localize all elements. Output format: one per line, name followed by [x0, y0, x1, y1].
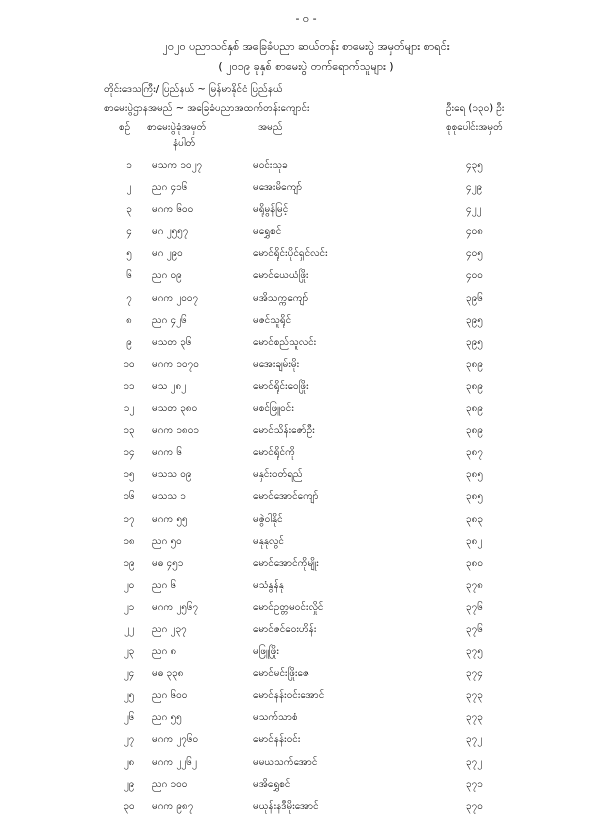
exam-number: မဂက ၉၈၇	[152, 800, 194, 812]
row-number: ၂၄	[123, 668, 135, 680]
table-row	[0, 777, 612, 799]
exam-number: မသတ ၃၆	[152, 336, 192, 348]
student-name: မအေးမိကျော်	[253, 182, 303, 194]
exam-number: ညဂ ၅၀	[152, 535, 182, 547]
column-header-no: စဉ်	[119, 122, 131, 133]
total-marks: ၃၇၈	[466, 579, 483, 591]
row-number: ၁၅	[123, 469, 135, 481]
total-marks: ၃၇၁	[466, 778, 483, 790]
student-name: မနုနုလွင်	[253, 535, 284, 547]
row-number: ၅	[126, 248, 132, 260]
total-marks: ၃၇၃	[466, 712, 483, 724]
student-name: မရိုမွန်မြင့်	[253, 204, 289, 216]
table-row	[0, 401, 612, 423]
total-marks: ၃၉၅	[466, 314, 483, 326]
results-table	[0, 158, 612, 821]
row-number: ၁၁	[123, 380, 135, 392]
column-header-exam-no-line2: နံပါတ်	[173, 138, 196, 149]
total-marks: ၄၀၅	[466, 248, 483, 260]
row-number: ၇	[126, 292, 132, 304]
student-name: မသံနွန်နု	[253, 579, 284, 591]
student-name: မောင်ရိုင်းပိုင်ရှင်လင်း	[253, 248, 328, 260]
student-name: မအေးချမ်းမိုး	[253, 358, 300, 370]
exam-number: ညဂ ၆	[152, 579, 177, 591]
student-name: မယုန်းနဒီမိုးအောင်	[253, 800, 319, 812]
row-number: ၁၈	[123, 535, 135, 547]
row-number: ၄	[126, 226, 132, 238]
total-marks: ၄၂၉	[466, 182, 483, 194]
column-header-marks: စုစုပေါင်းအမှတ်	[446, 122, 503, 133]
exam-number: မဂ ၂၅၅၇	[152, 226, 189, 238]
student-name: မောင်အောင်ကျော်	[253, 491, 319, 503]
table-row	[0, 534, 612, 556]
student-name: မအိသက္ကကျော်	[253, 292, 309, 304]
row-number: ၂၁	[123, 601, 135, 613]
row-number: ၂၈	[123, 756, 135, 768]
student-name: မအိရွှေစင်	[253, 778, 291, 790]
table-row	[0, 180, 612, 202]
row-number: ၂၃	[123, 646, 135, 658]
table-row	[0, 313, 612, 335]
row-number: ၂၅	[123, 690, 135, 702]
exam-number: မဂက ၂၂၆၂	[152, 756, 197, 768]
column-header-exam-no: စာမေးပွဲခုံအမှတ်	[147, 122, 207, 133]
table-row	[0, 512, 612, 534]
table-row	[0, 423, 612, 445]
student-name: မောင်သိန်းဇော်ဦး	[253, 425, 315, 437]
table-row	[0, 755, 612, 777]
exam-number: မသတ ၃၈၀	[152, 403, 198, 415]
total-marks: ၃၇၀	[466, 800, 483, 812]
row-number: ၉	[126, 336, 132, 348]
total-marks: ၃၇၆	[466, 623, 483, 635]
table-row	[0, 600, 612, 622]
total-marks: ၃၈၇	[466, 447, 483, 459]
exam-number: မဂ ၂၉၀	[152, 248, 183, 260]
student-name: မောင်နန်းဝင်း	[253, 734, 301, 746]
exam-number: မဂက ၆၀၀	[152, 204, 194, 216]
exam-number: မသသ ၀၉	[152, 469, 192, 481]
student-name: မဇင်သူရိုင်	[253, 314, 292, 326]
row-number: ၁၉	[123, 557, 135, 569]
student-name: မသက်သာစံ	[253, 712, 298, 724]
table-row	[0, 666, 612, 688]
table-row	[0, 246, 612, 268]
total-count: ဦးရေ (၁၃၀) ဦး	[446, 103, 505, 114]
exam-number: မသက ၁၀၂၇	[152, 160, 203, 171]
row-number: ၂၀	[123, 579, 135, 591]
table-row	[0, 268, 612, 290]
exam-number: ညဂ ၂၃၇	[152, 623, 187, 635]
student-name: မောင်အောင်ကိုမျိုး	[253, 557, 319, 569]
table-row	[0, 578, 612, 600]
total-marks: ၃၈၉	[466, 358, 483, 370]
student-name: မဇွဲဝါနိုင်	[253, 513, 283, 525]
exam-number: မဂက ၂၅၆၇	[152, 601, 199, 613]
exam-number: မဂက ၁၈၀၁	[152, 425, 199, 437]
total-marks: ၄၀၈	[466, 226, 483, 238]
total-marks: ၃၈၀	[466, 557, 483, 569]
student-name: မောင်မင်းဖြိုးဇေ	[253, 668, 309, 680]
student-name: မောင်ဇင်ဝေးဟိန်း	[253, 623, 317, 635]
table-row	[0, 489, 612, 511]
student-name: မောင်နန်းဝင်းအောင်	[253, 690, 325, 702]
page-title: ၂၀၂၀ ပညာသင်နှစ် အခြေခံပညာ ဆယ်တန်း စာမေးပွဲ အမှတ်များ စာရင်း	[162, 40, 450, 53]
row-number: ၂၇	[123, 734, 135, 746]
student-name: မဝင်းသုခ	[253, 160, 288, 171]
total-marks: ၃၈၉	[466, 403, 483, 415]
total-marks: ၃၇၂	[466, 756, 483, 768]
table-row	[0, 799, 612, 821]
total-marks: ၄၀၀	[466, 270, 483, 282]
total-marks: ၃၈၂	[466, 535, 483, 547]
student-name: မစင်ဖြူဝင်း	[253, 403, 294, 415]
table-row	[0, 688, 612, 710]
table-row	[0, 224, 612, 246]
exam-number: ညဂ ၁၀၀	[152, 778, 188, 790]
student-name: မောင်ရိုင်ကို	[253, 447, 295, 459]
table-row	[0, 202, 612, 224]
table-row	[0, 622, 612, 644]
row-number: ၂၂	[124, 623, 134, 635]
exam-number: ညဂ ၈	[152, 646, 177, 658]
total-marks: ၄၃၅	[466, 160, 483, 171]
student-name: မောင်ရိုင်းဝေဖြိုး	[253, 380, 309, 392]
total-marks: ၃၇၆	[466, 601, 483, 613]
table-row	[0, 357, 612, 379]
exam-number: ညဂ ၄၁၆	[152, 182, 188, 194]
total-marks: ၃၇၄	[466, 668, 483, 680]
row-number: ၃	[126, 204, 132, 216]
row-number: ၁၃	[123, 425, 135, 437]
row-number: ၁၄	[123, 447, 135, 459]
row-number: ၈	[126, 314, 132, 326]
total-marks: ၃၈၅	[466, 491, 483, 503]
student-name: မောင်စည်သူလင်း	[253, 336, 317, 348]
total-marks: ၃၉၆	[466, 292, 483, 304]
table-row	[0, 556, 612, 578]
exam-number: ညဂ ၆၀၀	[152, 690, 188, 702]
table-row	[0, 291, 612, 313]
state-label: တိုင်းဒေသကြီး/ ပြည်နယ် ~ မြန်မာနိုင်ငံ ပြည်နယ်	[104, 84, 283, 95]
row-number: ၂	[126, 182, 132, 194]
row-number: ၁၀	[123, 358, 135, 370]
total-marks: ၃၇၃	[466, 690, 483, 702]
exam-number: မဂက ၂၀၀၇	[152, 292, 199, 304]
table-row	[0, 710, 612, 732]
student-name: မဖြူဖြိုး	[253, 646, 279, 658]
total-marks: ၃၇၂	[466, 734, 483, 746]
student-name: မမယသက်အောင်	[253, 756, 318, 768]
total-marks: ၃၈၉	[466, 380, 483, 392]
exam-number: မဓ ၃၃၈	[152, 668, 184, 680]
row-number: ၁၇	[123, 513, 135, 525]
row-number: ၁	[126, 160, 132, 171]
total-marks: ၄၂၂	[466, 204, 482, 216]
row-number: ၁၂	[123, 403, 135, 415]
student-name: မရွှေစင်	[253, 226, 282, 238]
exam-number: မသ ၂၈၂	[152, 380, 187, 392]
exam-number: မဂက ၆	[152, 447, 183, 459]
table-row	[0, 445, 612, 467]
exam-number: ညဂ ၄၂၆	[152, 314, 187, 326]
exam-number: မဂက ၂၇၆၀	[152, 734, 199, 746]
column-header-name: အမည်	[258, 122, 283, 133]
total-marks: ၃၇၅	[466, 646, 483, 658]
row-number: ၂၉	[123, 778, 135, 790]
exam-number: ညဂ ၅၅	[152, 712, 182, 724]
exam-number: မဂက ၁၀၇၀	[152, 358, 199, 370]
exam-number: ညဂ ၀၉	[152, 270, 182, 282]
table-row	[0, 335, 612, 357]
page-number: - ၀ -	[295, 12, 317, 25]
exam-number: မသသ ၁	[152, 491, 186, 503]
row-number: ၂၆	[123, 712, 135, 724]
student-name: မောင်ယေယံဖြိုး	[253, 270, 309, 282]
page-subtitle: ( ၂၀၁၉ ခုနှစ် စာမေးပွဲ တက်ရောက်သူများ )	[218, 60, 394, 73]
row-number: ၁၆	[123, 491, 135, 503]
table-row	[0, 732, 612, 754]
total-marks: ၃၈၅	[466, 469, 483, 481]
total-marks: ၃၈၉	[466, 425, 483, 437]
student-name: မောင်ဥတ္တမဝင်းလှိုင်	[253, 601, 324, 613]
row-number: ၃၀	[123, 800, 135, 812]
table-row	[0, 644, 612, 666]
table-row	[0, 379, 612, 401]
total-marks: ၃၈၃	[466, 513, 483, 525]
row-number: ၆	[126, 270, 132, 282]
exam-number: မဂက ၅၅	[152, 513, 188, 525]
student-name: မနှင်းဝတ်ရည်	[253, 469, 303, 481]
table-row	[0, 467, 612, 489]
table-row	[0, 158, 612, 180]
total-marks: ၃၉၅	[466, 336, 483, 348]
school-label: စာမေးပွဲဌာနအမည် ~ အခြေခံပညာအထက်တန်းကျောင်း	[104, 103, 310, 114]
exam-number: မဓ ၄၅၁	[152, 557, 184, 569]
